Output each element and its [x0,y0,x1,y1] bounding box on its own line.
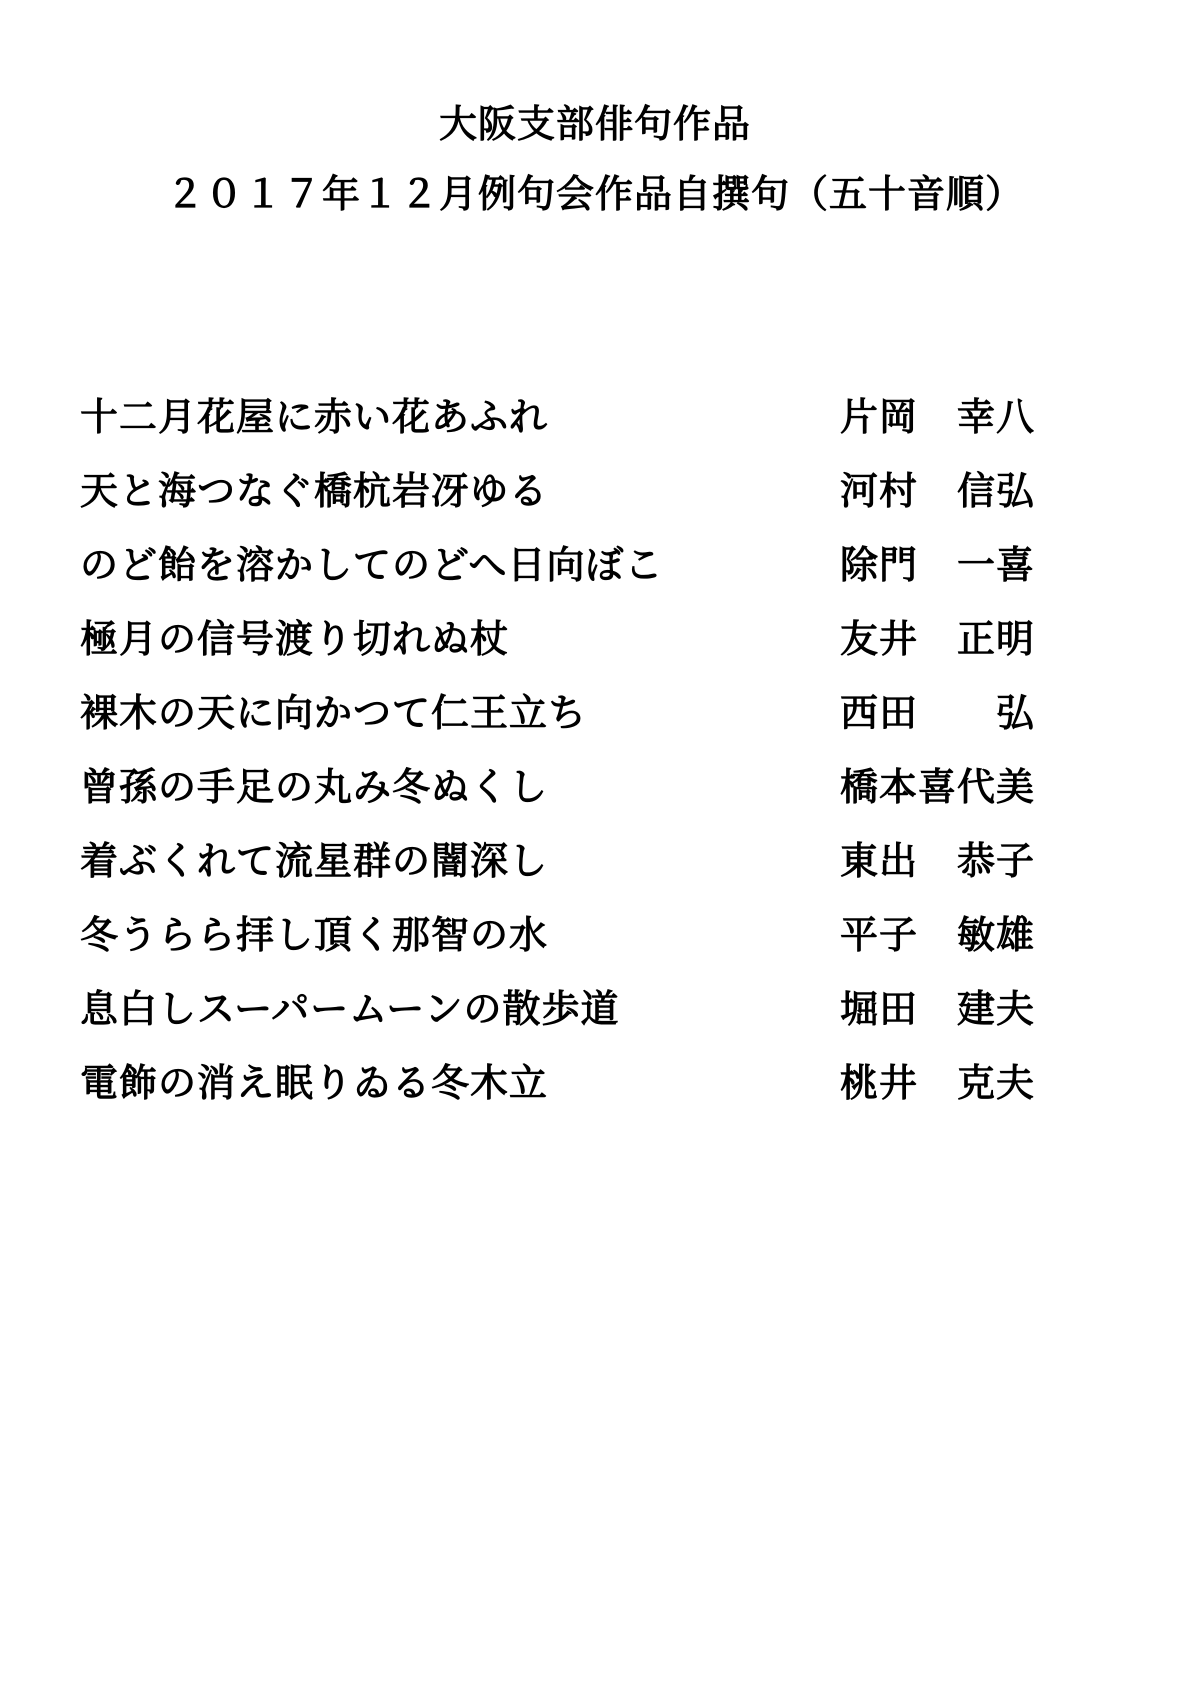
haiku-list [80,391,1110,1131]
haiku-entry [80,465,1110,539]
haiku-author: 除門 一喜 [840,542,1036,587]
haiku-entry [80,391,1110,465]
haiku-entry [80,687,1110,761]
haiku-text: 極月の信号渡り切れぬ杖 [80,616,510,661]
haiku-author: 東出 恭子 [840,838,1036,883]
haiku-author: 片岡 幸八 [840,394,1036,439]
haiku-text: 裸木の天に向かつて仁王立ち [80,690,588,735]
haiku-text: 十二月花屋に赤い花あふれ [80,394,549,439]
haiku-text: 曾孫の手足の丸み冬ぬくし [80,764,549,809]
haiku-text: 天と海つなぐ橋杭岩冴ゆる [80,468,549,513]
haiku-author: 桃井 克夫 [840,1060,1036,1105]
haiku-text: 電飾の消え眠りゐる冬木立 [80,1060,549,1105]
haiku-author: 西田 弘 [840,690,1036,735]
haiku-text: 着ぶくれて流星群の闇深し [80,838,549,883]
haiku-entry [80,539,1110,613]
haiku-entry [80,909,1110,983]
haiku-text: 息白しスーパームーンの散歩道 [80,986,620,1031]
haiku-entry [80,983,1110,1057]
haiku-entry [80,613,1110,687]
document-subtitle: ２０１７年１２月例句会作品自撰句（五十音順） [165,171,1024,216]
haiku-text: 冬うらら拝し頂く那智の水 [80,912,549,957]
document-title: 大阪支部俳句作品 [438,101,751,146]
haiku-entry [80,761,1110,835]
haiku-author: 河村 信弘 [840,468,1036,513]
haiku-author: 平子 敏雄 [840,912,1036,957]
haiku-author: 橋本喜代美 [840,764,1036,809]
haiku-entry [80,835,1110,909]
haiku-text: のど飴を溶かしてのどへ日向ぼこ [80,542,664,587]
haiku-entry [80,1057,1110,1131]
haiku-author: 堀田 建夫 [840,986,1036,1031]
document-header [0,98,1190,220]
haiku-author: 友井 正明 [840,616,1036,661]
